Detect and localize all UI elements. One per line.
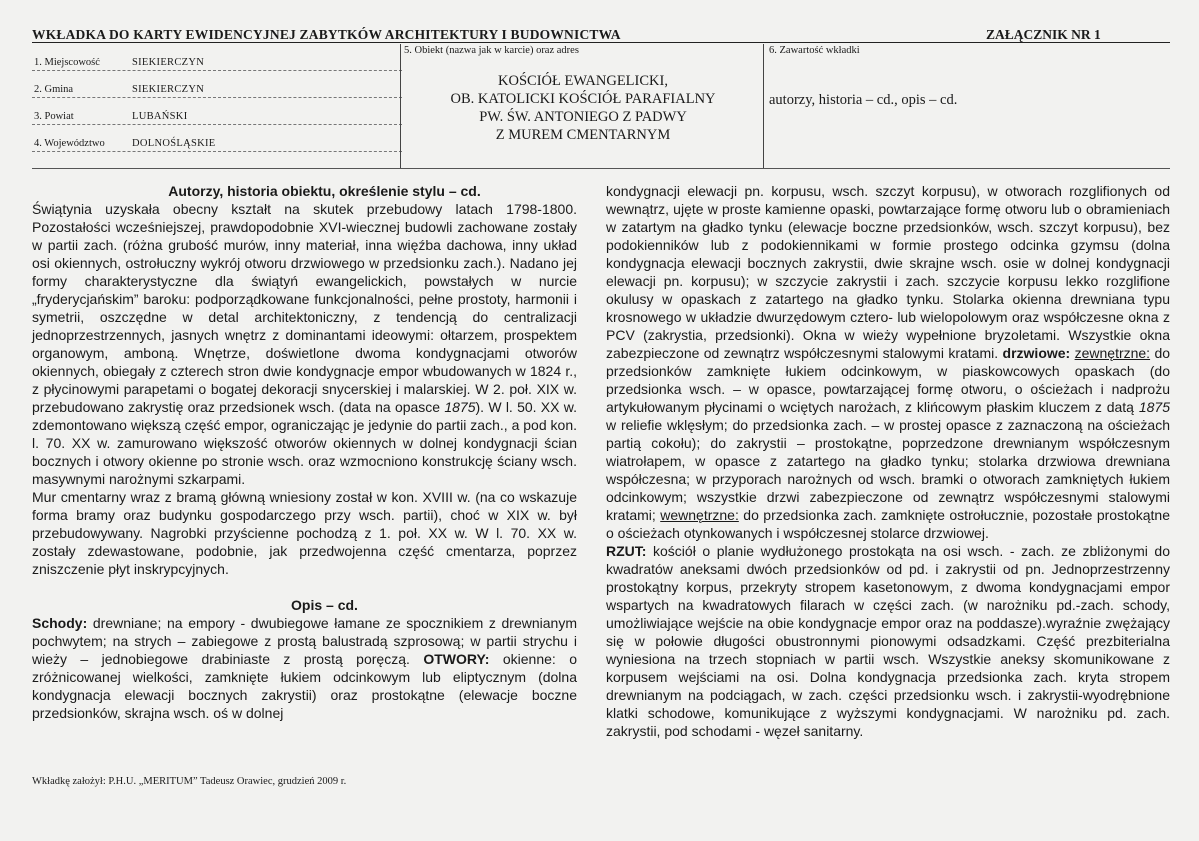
field-row-commune [32, 97, 402, 98]
document-title: WKŁADKA DO KARTY EWIDENCYJNEJ ZABYTKÓW ARCHITEKTURY I BUDOWNICTWA [32, 27, 621, 42]
stairs-label: Schody: [32, 615, 88, 631]
text-span: okienne: o zróżnicowanej wielkości, zamknięte łukiem odcinkowym lub eliptycznym (dolna kondygnacja elewacji bocznych zakrystii) oraz prostokątne (elewacje boczne przedsionków, skrajna wsch. oś w dolnej [32, 651, 577, 721]
plan-label: RZUT: [606, 543, 647, 559]
left-text-column [32, 182, 577, 722]
plan-paragraph [606, 542, 1170, 740]
annex-label: ZAŁĄCZNIK NR 1 [986, 27, 1101, 42]
footer-author: Wkładkę założył: P.H.U. „MERITUM” Tadeusz Orawiec, grudzień 2009 r. [32, 776, 347, 787]
field-label-county: 3. Powiat [34, 111, 74, 122]
field-value-locality: SIEKIERCZYN [132, 57, 205, 68]
contents-heading: 6. Zawartość wkładki [769, 45, 860, 56]
field-row-county [32, 124, 402, 125]
text-span: w reliefie wklęsłym; do przedsionka zach. – w prostej opasce z zaznaczoną na ościeżach partią cokołu); do zakrystii – prostokątne, poprzedzone drewnianym współczesnym wiatrołapem, w opasce z zatartego na gładko tynku; stolarka drzwiowa drewniana współczesna; w przyporach narożnych od wsch. bramki o otworach zamkniętych łukiem odcinkowym; wszystkie drzwi zabezpieczone od zewnątrz współczesnymi stalowymi kratami; [606, 417, 1170, 523]
object-line: Z MUREM CMENTARNYM [495, 127, 671, 143]
history-paragraph [32, 200, 577, 488]
object-name [404, 72, 762, 144]
contents-value: autorzy, historia – cd., opis – cd. [769, 92, 958, 108]
year-text: 1875 [1138, 399, 1170, 415]
field-label-voivodeship: 4. Województwo [34, 138, 105, 149]
field-value-voivodeship: DOLNOŚLĄSKIE [132, 138, 216, 149]
text-span: Świątynia uzyskała obecny kształt na skutek przebudowy latach 1798-1800. Pozostałości wcześniejszej, prawdopodobnie XVI-wiecznej budowli zachowane zostały w partii zach. (różna grubość murów, inny materiał, inna więźba dachowa, inny układ osi okiennych, ostrołuczny wykrój otworu drzwiowego w przedsionku zach.). Nadano jej formy charakterystyczne dla świątyń ewangelickich, powstałych w nurcie „fryderycjańskim” baroku: podporządkowane funkcjonalności, pełne prostoty, harmonii i symetrii, oszczędne w detal architektoniczny, z tendencją do centralizacji jednoprzestrzennych, jasnych wnętrz z dominantami ideowymi: ołtarzem, prospektem organowym, amboną. Wnętrze, doświetlone dwoma kondygnacjami otworów okiennych, obiegały z czterech stron dwie kondygnacje empor wbudowanych w 1824 r., z płycinowymi parapetami o bogatej dekoracji snycerskiej i malarskiej. W 2. poł. XIX w. przebudowano zakrystię oraz przedsionek wsch. (data na opasce [32, 201, 577, 415]
openings-label: OTWORY: [423, 651, 490, 667]
object-heading: 5. Obiekt (nazwa jak w karcie) oraz adres [404, 45, 579, 56]
section-title-history: Autorzy, historia obiektu, określenie stylu – cd. [168, 183, 481, 199]
column-divider [400, 44, 401, 168]
field-row-locality [32, 70, 402, 71]
text-span: ). W l. 50. XX w. zdemontowano większą część empor, ograniczając je jedynie do partii zach., a pod kon. l. 70. XX w. zamurowano większość otworów okiennych w dolnej kondygnacji ścian bocznych i otwory okienne po stronie wsch. oraz wzmocniono konstrukcję ściany wsch. masywnymi narożnymi szkarpami. [32, 399, 577, 487]
doors-label: drzwiowe: [1002, 345, 1071, 361]
year-text: 1875 [444, 399, 476, 415]
section-separator [32, 168, 1170, 169]
field-value-commune: SIEKIERCZYN [132, 84, 205, 95]
text-span: kościół o planie wydłużonego prostokąta na osi wsch. - zach. ze zbliżonymi do kwadratów aneksami dwóch przedsionków od pd. i zakrystii od pn. Jednoprzestrzenny prostokątny korpus, przekryty stropem kasetonowym, z dwoma kondygnacjami empor wspartych na kwadratowych filarach w części zach. (w narożniku pd.-zach. schody, umożliwiające wejście na obie kondygnacje empor oraz na poddasze).wyraźnie zwężający się w połowie długości obustronnymi pionowymi odsadzkami. Część prezbiterialna wyniesiona na trzech stopniach w partii wsch. Wszystkie aneksy skomunikowane z korpusem wejściami na osi. Dolna kondygnacja przedsionka zach. kryta stropem drewnianym na podciągach, w zach. części przedsionku wsch. i zakrystii-wyodrębnione klatki schodowe, komunikujące z wyższymi kondygnacjami. W narożniku pd. zach. zakrystii, pod schodami - węzeł sanitarny. [606, 543, 1170, 739]
column-divider [763, 44, 764, 168]
header-rule [32, 42, 1170, 43]
openings-paragraph [606, 182, 1170, 542]
field-label-commune: 2. Gmina [34, 84, 74, 95]
text-span: drewniane; na empory - dwubiegowe łamane ze spocznikiem z drewnianym pochwytem; na strych – zabiegowe z prostą balustradą szprosową; w partii strychu i wieży – jednobiegowe drabiniaste z prostą poręczą. [32, 615, 577, 667]
interior-label: wewnętrzne: [660, 507, 739, 523]
section-title-description: Opis – cd. [291, 597, 358, 613]
right-text-column [606, 182, 1170, 740]
exterior-label: zewnętrzne: [1074, 345, 1151, 361]
field-label-locality: 1. Miejscowość [34, 57, 100, 68]
object-line: OB. KATOLICKI KOŚCIÓŁ PARAFIALNY [450, 91, 716, 107]
text-span: do przedsionków zamknięte łukiem odcinkowym, w piaskowcowych opaskach (do przedsionka wsch. – w opasce, powtarzającej formę otworu, o ościeżach i nadprożu artykułowanym płycinami o wciętych narożach, z klińcowym płaskim kluczem z datą [606, 345, 1171, 415]
object-line: KOŚCIÓŁ EWANGELICKI, [498, 73, 668, 89]
text-span: kondygnacji elewacji pn. korpusu, wsch. szczyt korpusu), w otworach rozglifionych od wewnątrz, ujęte w proste kamienne opaski, powtarzające formę otworu lub o obramieniach w zatartym na gładko tynku (elewacje boczne przedsionków, wsch. szczyt korpusu), bez podokienników lub z podokiennikami w formie prostego odcinka gzymsu (dolna kondygnacja elewacji bocznych zakrystii, dwie skrajne wsch. osie w dolnej kondygnacji elewacji pn. korpusu); w szczycie zakrystii i zach. szczycie korpusu lekko rozglifione okulusy w opaskach z zatartego na gładko tynku. Stolarka okienna drewniana typu krosnowego w układzie dwurzędowym cztero- lub wielopolowym oraz współczesne okna z PCV (zakrystia, przedsionki). Okna w wieży wypełnione bryzoletami. Wszystkie okna zabezpieczone od zewnątrz współczesnymi stalowymi kratami. [606, 183, 1170, 361]
field-row-voivodeship [32, 151, 402, 152]
wall-paragraph: Mur cmentarny wraz z bramą główną wniesiony został w kon. XVIII w. (na co wskazuje forma bramy oraz budynku gospodarczego przy wsch. partii), choć w XIX w. był przebudowywany. Nagrobki przyścienne pochodzą z 1. poł. XX w. W l. 70. XX w. zostały zdewastowane, podobnie, jak przedwojenna część cmentarza, poprzez zniszczenie płyt inskrypcyjnych. [32, 489, 577, 577]
text-span: do przedsionka zach. zamknięte ostrołucznie, pozostałe prostokątne o ościeżach otynkowanych i współczesnej stolarce drzwiowej. [606, 507, 1170, 541]
object-line: PW. ŚW. ANTONIEGO Z PADWY [479, 109, 687, 125]
field-value-county: LUBAŃSKI [132, 111, 188, 122]
stairs-paragraph [32, 614, 577, 722]
